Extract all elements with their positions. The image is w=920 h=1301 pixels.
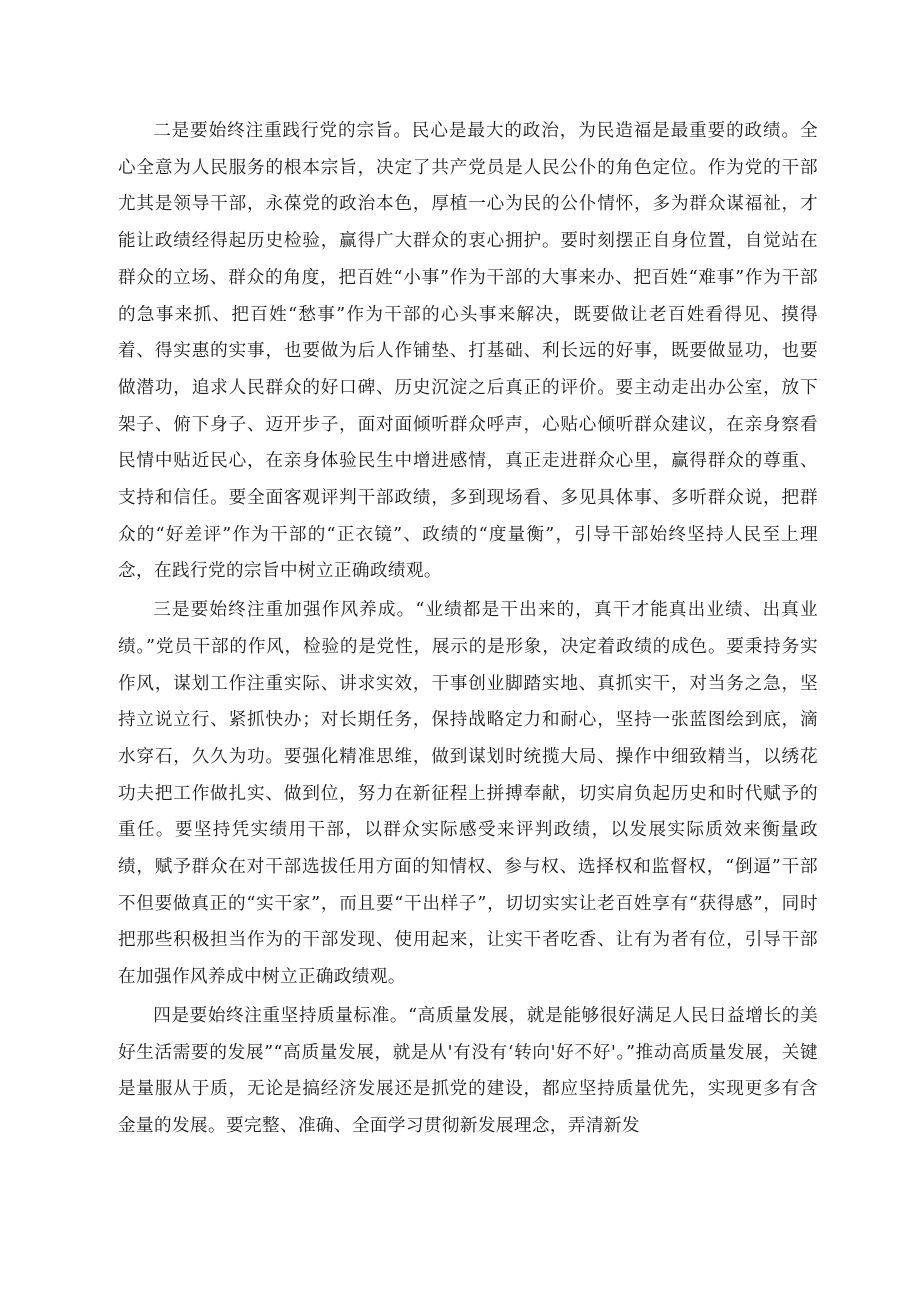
paragraph-work-style: 三是要始终注重加强作风养成。“业绩都是干出来的，真干才能真出业绩、出真业绩。”党员干部的作风，检验的是党性，展示的是形象，决定着政绩的成色。要秉持务实作风，谋划工作注重实际、讲求实效，干事创业脚踏实地、真抓实干，对当务之急，坚持立说立行、紧抓快办；对长期任务，保持战略定力和耐心，坚持一张蓝图绘到底，滴水穿石，久久为功。要强化精准思维，做到谋划时统揽大局、操作中细致精当，以绣花功夫把工作做扎实、做到位，努力在新征程上拼搏奉献，切实肩负起历史和时代赋予的重任。要坚持凭实绩用干部，以群众实际感受来评判政绩，以发展实际质效来衡量政绩，赋予群众在对干部选拔任用方面的知情权、参与权、选择权和监督权，“倒逼”干部不但要做真正的“实干家”，而且要“干出样子”，切切实实让老百姓享有“获得感”，同时把那些积极担当作为的干部发现、使用起来，让实干者吃香、让有为者有位，引导干部在加强作风养成中树立正确政绩观。 [118, 600, 818, 988]
document-body [118, 113, 818, 1145]
paragraph-quality-standard: 四是要始终注重坚持质量标准。“高质量发展，就是能够很好满足人民日益增长的美好生活需要的发展”“高质量发展，就是从'有没有‘转向'好不好'。”推动高质量发展，关键是量服从于质，无论是搞经济发展还是抓党的建设，都应坚持质量优先，实现更多有含金量的发展。要完整、准确、全面学习贯彻新发展理念，弄清新发 [118, 1005, 818, 1136]
paragraph-party-purpose: 二是要始终注重践行党的宗旨。民心是最大的政治，为民造福是最重要的政绩。全心全意为人民服务的根本宗旨，决定了共产党员是人民公仆的角色定位。作为党的干部尤其是领导干部，永葆党的政治本色，厚植一心为民的公仆情怀，多为群众谋福祉，才能让政绩经得起历史检验，赢得广大群众的衷心拥护。要时刻摆正自身位置，自觉站在群众的立场、群众的角度，把百姓“小事”作为干部的大事来办、把百姓“难事”作为干部的急事来抓、把百姓“愁事”作为干部的心头事来解决，既要做让老百姓看得见、摸得着、得实惠的实事，也要做为后人作铺垫、打基础、利长远的好事，既要做显功，也要做潜功，追求人民群众的好口碑、历史沉淀之后真正的评价。要主动走出办公室，放下架子、俯下身子、迈开步子，面对面倾听群众呼声，心贴心倾听群众建议，在亲身察看民情中贴近民心，在亲身体验民生中增进感情，真正走进群众心里，赢得群众的尊重、支持和信任。要全面客观评判干部政绩，多到现场看、多见具体事、多听群众说，把群众的“好差评”作为干部的“正衣镜”、政绩的“度量衡”，引导干部始终坚持人民至上理念，在践行党的宗旨中树立正确政绩观。 [118, 121, 818, 582]
